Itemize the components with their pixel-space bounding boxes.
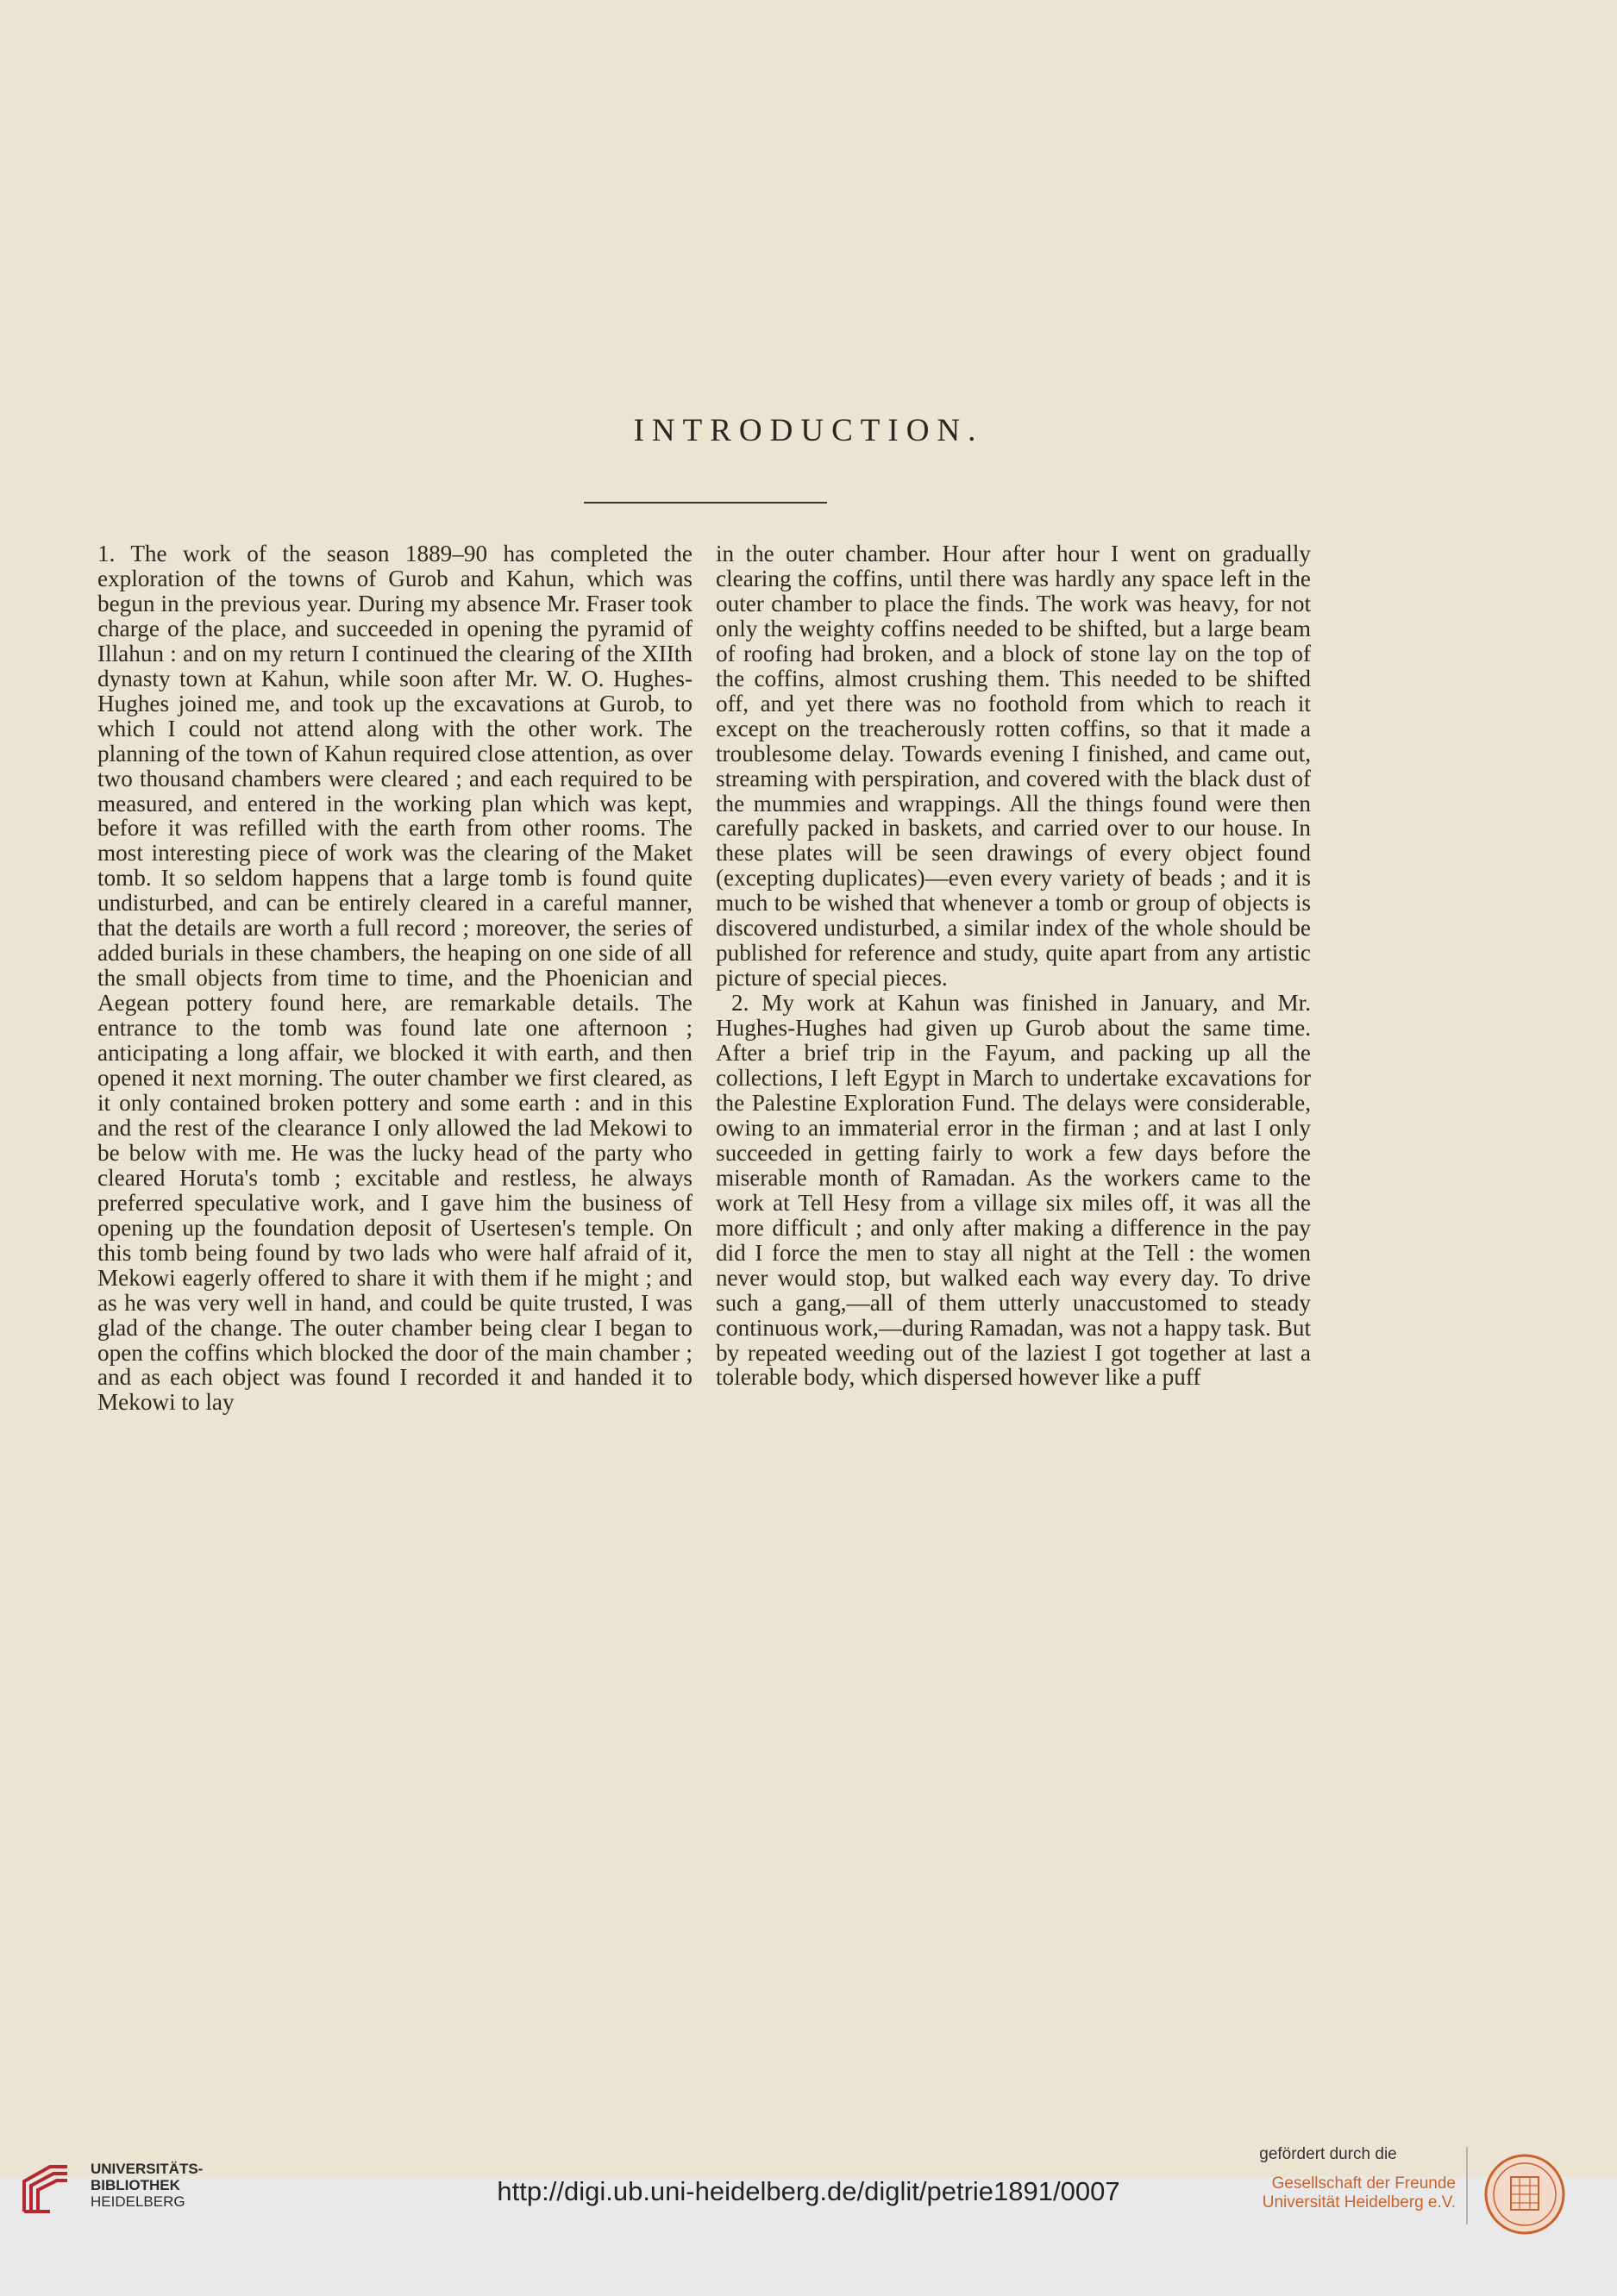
society-name <box>1240 2174 1456 2212</box>
society-line-1: Gesellschaft der Freunde <box>1271 2174 1456 2193</box>
permalink-url[interactable]: http://digi.ub.uni-heidelberg.de/diglit/petrie1891/0007 <box>497 2176 1120 2206</box>
right-column <box>716 541 1311 1390</box>
library-line-2: BIBLIOTHEK <box>91 2177 180 2193</box>
title-rule <box>584 502 827 504</box>
university-seal-icon <box>1482 2151 1568 2237</box>
left-paragraph-1: 1. The work of the season 1889–90 has completed the exploration of the towns of Gurob and Kahun, which was begun in the previous year. During my absence Mr. Fraser took charge of the place, and succeeded in opening the pyramid of Illahun : and on my return I continued the clearing of the XIIth dynasty town at Kahun, while soon after Mr. W. O. Hughes-Hughes joined me, and took up the excavations at Gurob, to which I could not attend along with the other work. The planning of the town of Kahun required close attention, as over two thousand chambers were cleared ; and each required to be measured, and entered in the working plan which was kept, before it was refilled with the earth from other rooms. The most interesting piece of work was the clearing of the Maket tomb. It so seldom happens that a large tomb is found quite undisturbed, and can be entirely cleared in a careful manner, that the details are worth a full record ; moreover, the series of added burials in these chambers, the heaping on one side of all the small objects from time to time, and the Phoenician and Aegean pottery found here, are remarkable details. The entrance to the tomb was found late one afternoon ; anticipating a long affair, we blocked it with earth, and then opened it next morning. The outer chamber we first cleared, as it only contained broken pottery and some earth : and in this and the rest of the clearance I only allowed the lad Mekowi to be below with me. He was the lucky head of the party who cleared Horuta's tomb ; excitable and restless, he always preferred speculative work, and I gave him the business of opening up the foundation deposit of Usertesen's temple. On this tomb being found by two lads who were half afraid of it, Mekowi eagerly offered to share it with them if he might ; and as he was very well in hand, and could be quite trusted, I was glad of the change. The outer chamber being clear I began to open the coffins which blocked the door of the main chamber ; and as each object was found I recorded it and handed it to Mekowi to lay <box>97 541 693 1416</box>
library-line-1: UNIVERSITÄTS- <box>91 2161 204 2177</box>
page-title: INTRODUCTION. <box>633 413 984 448</box>
footer-divider <box>1466 2147 1468 2224</box>
library-line-3: HEIDELBERG <box>91 2193 185 2210</box>
left-column <box>97 541 693 1415</box>
right-paragraph-2: 2. My work at Kahun was finished in January, and Mr. Hughes-Hughes had given up Gurob about the same time. After a brief trip in the Fayum, and packing up all the collections, I left Egypt in March to undertake excavations for the Palestine Exploration Fund. The delays were considerable, owing to an immaterial error in the firman ; and at last I only succeeded in getting fairly to work a few days before the miserable month of Ramadan. As the workers came to the work at Tell Hesy from a village six miles off, it was all the more difficult ; and only after making a difference in the pay did I force the men to stay all night at the Tell : the women never would stop, but walked each way every day. To drive such a gang,—all of them utterly unaccustomed to steady continuous work,—during Ramadan, was not a happy task. But by repeated weeding out of the laziest I got together at last a tolerable body, which dispersed however like a puff <box>716 990 1311 1391</box>
funded-by-label: gefördert durch die <box>1259 2145 1397 2163</box>
right-paragraph-1: in the outer chamber. Hour after hour I went on gradually clearing the coffins, until there was hardly any space left in the outer chamber to place the finds. The work was heavy, for not only the weighty coffins needed to be shifted, but a large beam of roofing had broken, and a block of stone lay on the top of the coffins, almost crushing them. This needed to be shifted off, and yet there was no foothold from which to reach it except on the treacherously rotten coffins, so that it made a troublesome delay. Towards evening I finished, and came out, streaming with perspiration, and covered with the black dust of the mummies and wrappings. All the things found were then carefully packed in baskets, and carried over to our house. In these plates will be seen drawings of every object found (excepting duplicates)—even every variety of beads ; and it is much to be wished that whenever a tomb or group of objects is discovered undisturbed, a similar index of the whole should be published for reference and study, quite apart from any artistic picture of special pieces. <box>716 541 1311 992</box>
society-line-2: Universität Heidelberg e.V. <box>1262 2193 1456 2212</box>
